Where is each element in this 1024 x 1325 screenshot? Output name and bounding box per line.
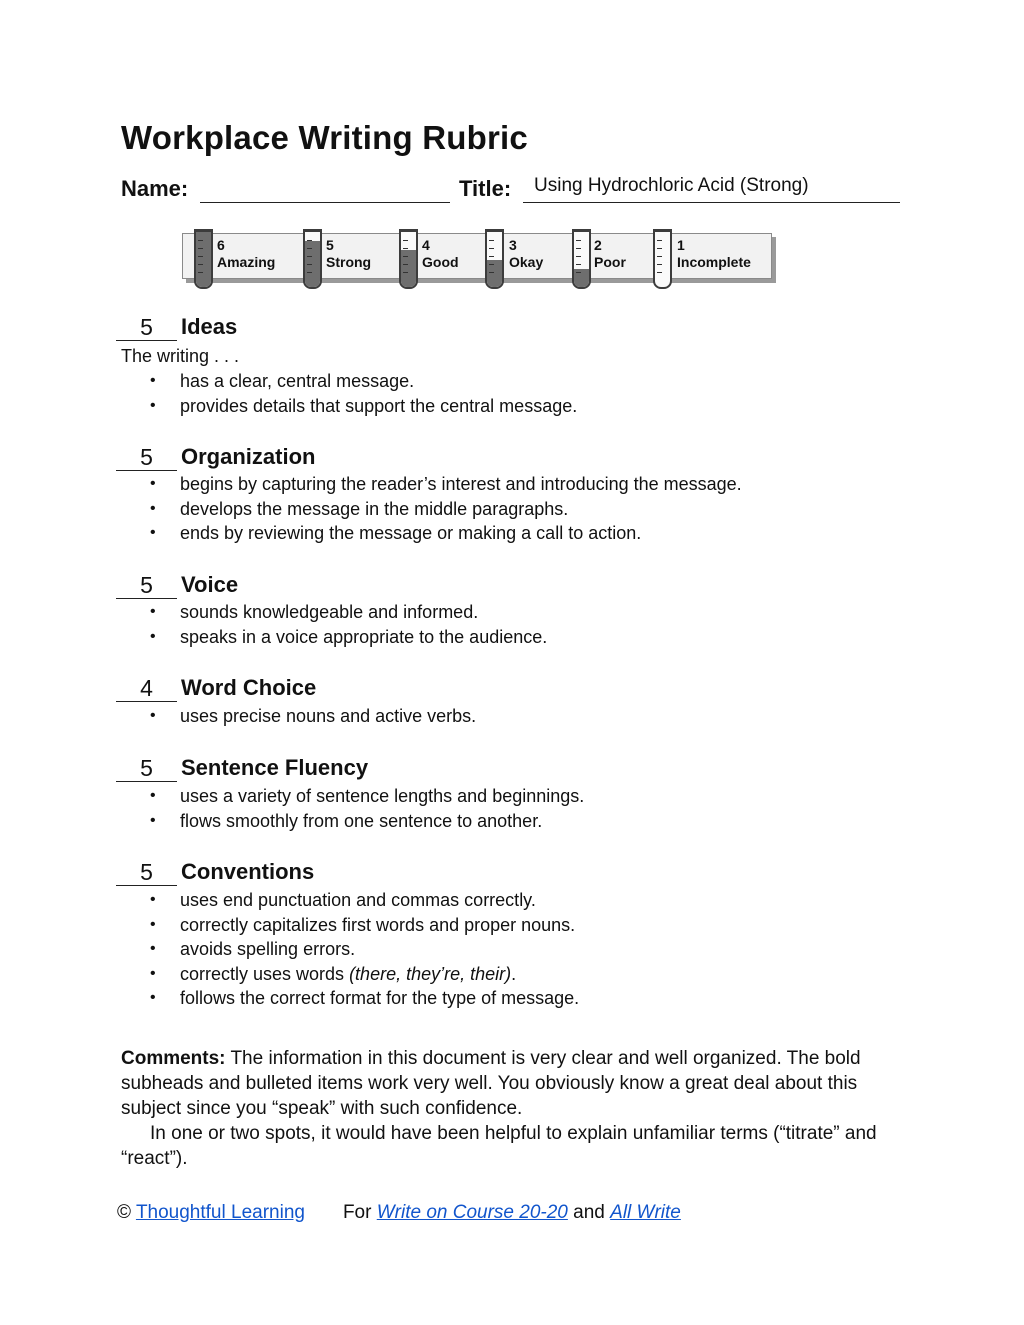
list-item: • flows smoothly from one sentence to another. [148,809,584,834]
scale-level-3: 3 Okay [509,237,544,270]
list-item: • provides details that support the central message. [148,394,577,419]
name-field[interactable] [200,202,450,203]
bullet-icon: • [150,499,156,517]
list-item: • ends by reviewing the message or making a call to action. [148,521,742,546]
list-item: • develops the message in the middle paragraphs. [148,497,742,522]
bullet-icon: • [150,707,156,724]
score-word-choice[interactable]: 4 [116,675,177,702]
scale-level-4: 4 Good [422,237,459,270]
section-title-word-choice: Word Choice [181,675,317,700]
list-item: • uses precise nouns and active verbs. [148,704,476,729]
score-sentence-fluency[interactable]: 5 [116,755,177,782]
score-voice[interactable]: 5 [116,572,177,599]
footer-and-text: and [573,1202,605,1223]
thoughtful-learning-link[interactable]: Thoughtful Learning [135,1202,305,1223]
bullet-icon: • [150,524,156,541]
scale-level-5: 5 Strong [326,237,372,270]
score-organization[interactable]: 5 [116,444,177,471]
bullet-icon: • [150,603,156,620]
section-title-voice: Voice [181,572,239,597]
section-title-organization: Organization [181,444,316,469]
test-tube-icon [572,229,591,289]
bullet-icon: • [150,372,156,389]
bullet-list-ideas [148,369,577,418]
bullet-icon: • [150,396,156,414]
bullet-list-conventions [148,888,579,1011]
all-write-link[interactable]: All Write [610,1202,681,1223]
bullet-list-voice [148,600,547,649]
comments-text: The information in this document is very clear and well organized. The bold subheads and bulleted items work very well. You obviously know a great deal about this subject since you “speak” with such confidence. [121,1048,861,1119]
list-item: • uses end punctuation and commas correctly. [148,888,579,913]
test-tube-icon [485,229,504,289]
score-ideas[interactable]: 5 [116,314,177,341]
bullet-list-organization [148,472,742,546]
section-title-conventions: Conventions [181,859,315,884]
scale-level-1: 1 Incomplete [677,237,751,270]
bullet-icon: • [150,891,156,908]
section-title-ideas: Ideas [181,314,238,339]
list-item: • correctly uses words (there, they’re, their). [148,962,579,987]
test-tube-icon [194,229,213,289]
copyright-symbol: © [117,1202,131,1223]
bullet-icon: • [150,940,156,957]
rating-scale [182,233,772,279]
bullet-icon: • [150,627,156,645]
bullet-icon: • [150,811,156,829]
name-label: Name: [121,176,189,201]
test-tube-icon [399,229,418,289]
list-item: • correctly capitalizes first words and proper nouns. [148,913,579,938]
bullet-icon: • [150,475,156,492]
bullet-icon: • [150,787,156,804]
bullet-icon: • [150,964,156,982]
list-item: • uses a variety of sentence lengths and beginnings. [148,784,584,809]
comments-text-2: In one or two spots, it would have been helpful to explain unfamiliar terms (“titrate” and “react”). [121,1123,877,1169]
title-label: Title: [459,176,512,201]
bullet-list-sentence-fluency [148,784,584,833]
bullet-list-word-choice [148,704,476,729]
list-item: • avoids spelling errors. [148,937,579,962]
page-title: Workplace Writing Rubric [121,119,528,156]
section-intro: The writing . . . [121,346,240,366]
write-on-course-link[interactable]: Write on Course 20-20 [376,1202,568,1223]
bullet-icon: • [150,915,156,933]
list-item: • has a clear, central message. [148,369,577,394]
test-tube-icon [303,229,322,289]
footer [117,1202,681,1224]
scale-level-2: 2 Poor [594,237,626,270]
list-item: • follows the correct format for the type of message. [148,986,579,1011]
bullet-icon: • [150,989,156,1006]
test-tube-icon [653,229,672,289]
comments-label: Comments: [121,1048,226,1069]
score-conventions[interactable]: 5 [116,859,177,886]
comments-block [121,1046,911,1171]
section-title-sentence-fluency: Sentence Fluency [181,755,369,780]
title-field-line [523,202,900,203]
title-field[interactable]: Using Hydrochloric Acid (Strong) [534,175,809,196]
list-item: • speaks in a voice appropriate to the audience. [148,625,547,650]
scale-level-6: 6 Amazing [217,237,276,270]
list-item: • begins by capturing the reader’s interest and introducing the message. [148,472,742,497]
list-item: • sounds knowledgeable and informed. [148,600,547,625]
footer-for-text: For [342,1202,372,1223]
